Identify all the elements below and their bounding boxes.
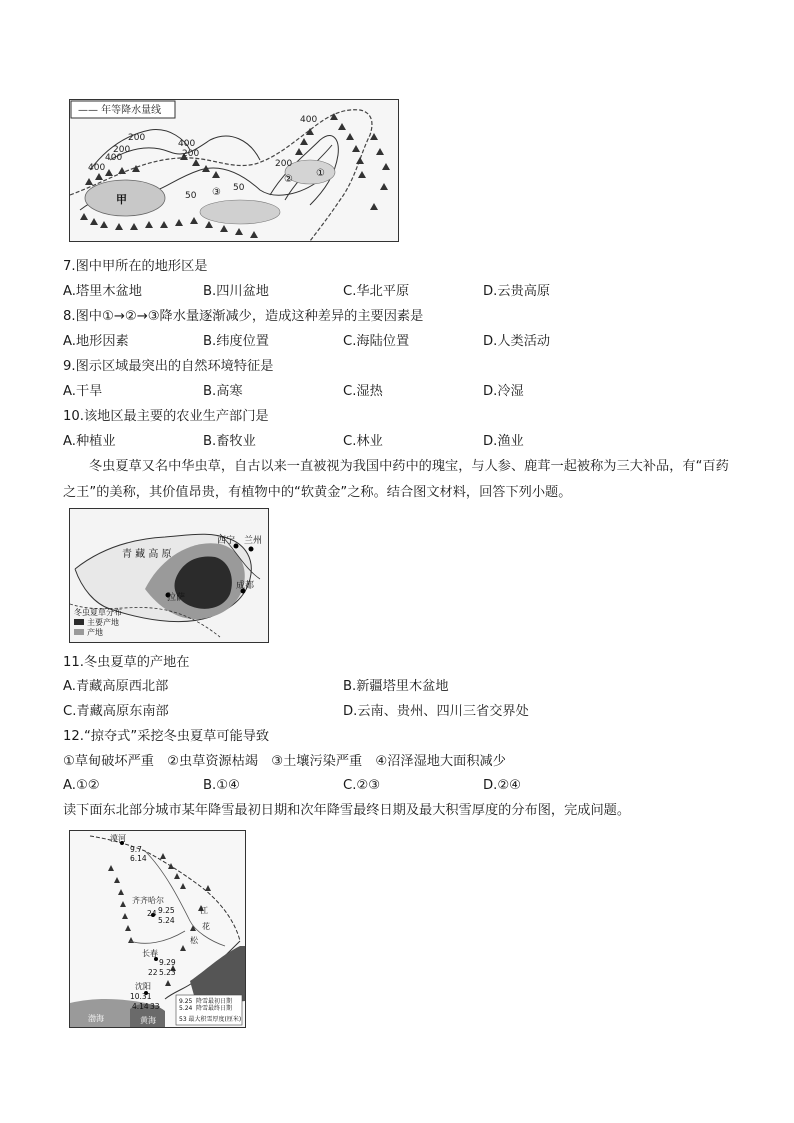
legend-title: 冬虫夏草分布 xyxy=(74,608,122,617)
label-qingzang-plateau: 青 藏 高 原 xyxy=(122,549,172,560)
label-shenyang: 沈阳 xyxy=(135,982,151,991)
label-circle-1: ① xyxy=(316,168,325,179)
label-qiqihaer-first: 9.25 xyxy=(158,906,175,915)
q8-option-a[interactable]: A.地形因素 xyxy=(63,334,129,349)
q7-option-d[interactable]: D.云贵高原 xyxy=(483,284,551,299)
label-50-a: 50 xyxy=(233,183,245,193)
label-400-w1: 400 xyxy=(105,153,123,163)
q10-option-c[interactable]: C.林业 xyxy=(343,434,383,449)
cordyceps-map xyxy=(69,508,269,643)
label-mohe-first: 9.7 xyxy=(130,845,142,854)
label-jia: 甲 xyxy=(116,193,127,206)
label-mohe: 漠河 xyxy=(110,834,126,843)
q7-option-a[interactable]: A.塔里木盆地 xyxy=(63,284,142,299)
label-400-w2: 400 xyxy=(88,163,106,173)
question-12-stem: 12.“掠夺式”采挖冬虫夏草可能导致 xyxy=(63,729,270,744)
legend-sample-last: 5.24 xyxy=(179,1005,193,1012)
label-400-ne: 400 xyxy=(300,115,318,125)
question-10-stem: 10.该地区最主要的农业生产部门是 xyxy=(63,409,269,424)
q8-option-c[interactable]: C.海陆位置 xyxy=(343,334,410,349)
q10-option-d[interactable]: D.渔业 xyxy=(483,434,524,449)
label-mohe-last: 6.14 xyxy=(130,854,147,863)
q9-option-c[interactable]: C.湿热 xyxy=(343,384,383,399)
label-changchun-first: 9.29 xyxy=(159,958,176,967)
label-shenyang-last: 4.14 xyxy=(132,1002,149,1011)
label-jiang: 江 xyxy=(200,906,208,915)
label-lanzhou: 兰州 xyxy=(244,536,263,546)
q12-option-d[interactable]: D.②④ xyxy=(483,778,521,793)
label-hua: 花 xyxy=(202,922,210,931)
legend-last-date: 降雪最终日期 xyxy=(196,1005,233,1012)
q10-option-a[interactable]: A.种植业 xyxy=(63,434,116,449)
label-changchun: 长春 xyxy=(142,949,158,958)
legend-main-swatch xyxy=(74,619,84,625)
label-changchun-depth: 22 xyxy=(148,968,158,977)
q7-option-c[interactable]: C.华北平原 xyxy=(343,284,410,299)
label-qiqihaer-last: 5.24 xyxy=(158,916,175,925)
q11-option-a[interactable]: A.青藏高原西北部 xyxy=(63,679,169,694)
passage-snow: 读下面东北部分城市某年降雪最初日期和次年降雪最终日期及最大积雪厚度的分布图，完成问题。 xyxy=(63,803,631,818)
q9-option-b[interactable]: B.高寒 xyxy=(203,384,243,399)
q7-option-b[interactable]: B.四川盆地 xyxy=(203,284,269,299)
label-circle-3: ③ xyxy=(212,187,221,198)
label-shenyang-depth: 33 xyxy=(150,1002,160,1011)
precipitation-map-drawing xyxy=(70,100,398,241)
q11-option-d[interactable]: D.云南、贵州、四川三省交界处 xyxy=(343,704,529,719)
label-circle-2: ② xyxy=(284,174,293,185)
snow-map-drawing xyxy=(70,831,245,1027)
label-bohai: 渤海 xyxy=(88,1014,104,1023)
precipitation-map xyxy=(69,99,399,242)
legend-sample-first: 9.25 xyxy=(179,998,193,1005)
label-huanghai: 黄海 xyxy=(140,1016,156,1025)
q11-option-b[interactable]: B.新疆塔里木盆地 xyxy=(343,679,449,694)
legend-max-depth: 53 最大积雪厚度(厘米) xyxy=(179,1016,242,1023)
q8-option-d[interactable]: D.人类活动 xyxy=(483,334,551,349)
q12-option-a[interactable]: A.①② xyxy=(63,778,100,793)
label-changchun-last: 5.23 xyxy=(159,968,176,977)
legend-main-label: 主要产地 xyxy=(87,618,119,627)
legend-prod-swatch xyxy=(74,629,84,635)
q10-option-b[interactable]: B.畜牧业 xyxy=(203,434,256,449)
passage-cordyceps: 冬虫夏草又名中华虫草，自古以来一直被视为我国中药中的瑰宝，与人参、鹿茸一起被称为三大补品，有“百药之王”的美称，其价值昂贵，有植物中的“软黄金”之称。结合图文材料，回答下列小题。 xyxy=(63,459,729,500)
q9-option-a[interactable]: A.干旱 xyxy=(63,384,103,399)
question-12-items: ①草甸破坏严重 ②虫草资源枯竭 ③土壤污染严重 ④沼泽湿地大面积减少 xyxy=(63,754,506,769)
precip-legend: —— 年等降水量线 xyxy=(78,105,162,116)
label-200-c: 200 xyxy=(182,149,200,159)
q9-option-d[interactable]: D.冷湿 xyxy=(483,384,524,399)
label-song: 松 xyxy=(190,936,198,945)
legend-prod-label: 产地 xyxy=(87,628,103,637)
label-qiqihaer: 齐齐哈尔 xyxy=(132,896,164,905)
question-7-stem: 7.图中甲所在的地形区是 xyxy=(63,259,208,274)
cordyceps-map-drawing xyxy=(70,509,268,642)
snow-map xyxy=(69,830,246,1028)
label-400-c: 400 xyxy=(178,139,196,149)
q12-option-c[interactable]: C.②③ xyxy=(343,778,381,793)
label-shenyang-first: 10.31 xyxy=(130,992,152,1001)
q12-option-b[interactable]: B.①④ xyxy=(203,778,240,793)
question-11-stem: 11.冬虫夏草的产地在 xyxy=(63,655,190,670)
label-xining: 西宁 xyxy=(217,536,236,546)
label-qiqihaer-depth: 24 xyxy=(147,909,157,918)
label-200-w1: 200 xyxy=(128,133,146,143)
question-9-stem: 9.图示区域最突出的自然环境特征是 xyxy=(63,359,274,374)
question-8-stem: 8.图中①→②→③降水量逐渐减少，造成这种差异的主要因素是 xyxy=(63,309,424,324)
q11-option-c[interactable]: C.青藏高原东南部 xyxy=(63,704,169,719)
label-200-e: 200 xyxy=(275,159,293,169)
label-chengdu: 成都 xyxy=(236,581,255,591)
label-lasa: 拉萨 xyxy=(167,593,186,603)
label-200-w2: 200 xyxy=(113,145,131,155)
label-50-b: 50 xyxy=(185,191,197,201)
q8-option-b[interactable]: B.纬度位置 xyxy=(203,334,269,349)
legend-first-date: 降雪最初日期 xyxy=(196,998,233,1005)
